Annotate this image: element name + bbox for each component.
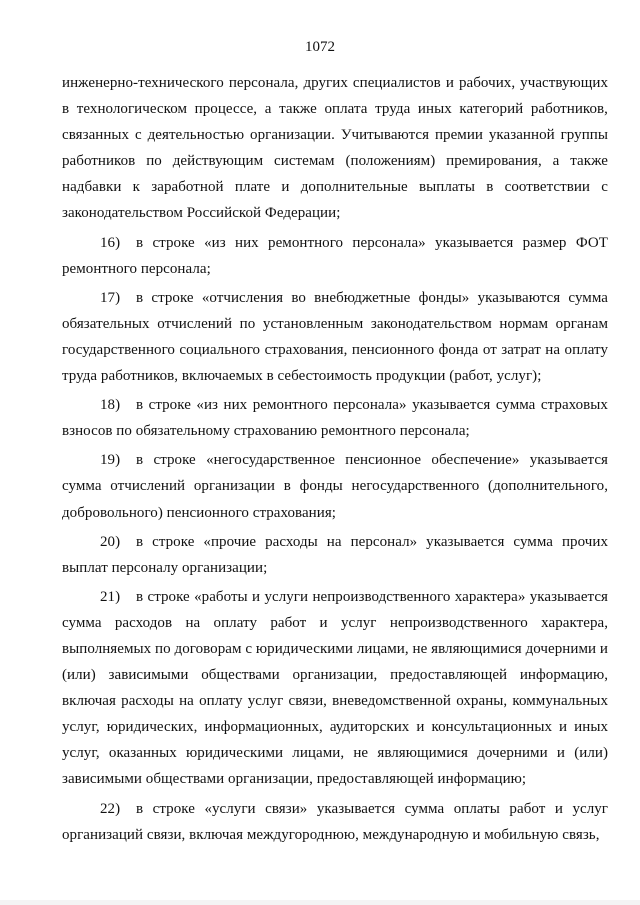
paragraph-item-17	[62, 285, 608, 389]
paragraph-text: в строке «услуги связи» указывается сумма оплаты работ и услуг организаций связи, включая междугороднюю, международную и мобильную связь,	[62, 800, 608, 843]
paragraph-continuation	[62, 70, 608, 227]
paragraph-text: в строке «прочие расходы на персонал» указывается сумма прочих выплат персоналу организации;	[62, 533, 608, 576]
paragraph-item-21	[62, 584, 608, 793]
paragraph-text: в строке «из них ремонтного персонала» указывается сумма страховых взносов по обязательному страхованию ремонтного персонала;	[62, 397, 608, 440]
item-number: 22)	[100, 800, 121, 817]
paragraph-item-20	[62, 529, 608, 581]
scan-bottom-edge	[0, 900, 640, 905]
paragraph-text: в строке «из них ремонтного персонала» указывается размер ФОТ ремонтного персонала;	[62, 234, 608, 277]
item-number: 17)	[100, 289, 121, 306]
paragraph-item-19	[62, 447, 608, 525]
item-number: 20)	[100, 533, 121, 550]
paragraph-text: инженерно-технического персонала, других специалистов и рабочих, участвующих в технологическом процессе, а также оплата труда иных категорий работников, связанных с деятельностью организации. Учитываются премии указанной группы работников по действующим системам (положениям) премирования, а также надбавки к заработной плате и дополнительные выплаты в соответствии с законодательством Российской Федерации;	[62, 75, 608, 222]
paragraph-text: в строке «работы и услуги непроизводственного характера» указывается сумма расходов на оплату работ и услуг непроизводственного характера, выполняемых по договорам с юридическими лицами, не являющимися дочерними и (или) зависимыми обществами организации, предоставляющей информацию, включая расходы на оплату услуг связи, вневедомственной охраны, коммунальных услуг, юридических, информационных, аудиторских и консультационных и иных услуг, оказанных юридическими лицами, не являющимися дочерними и (или) зависимыми обществами организации, предоставляющей информацию;	[62, 588, 608, 788]
paragraph-item-18	[62, 392, 608, 444]
item-number: 16)	[100, 234, 121, 251]
item-number: 18)	[100, 397, 121, 414]
document-body	[62, 70, 608, 848]
item-number: 21)	[100, 588, 121, 605]
paragraph-text: в строке «отчисления во внебюджетные фонды» указываются сумма обязательных отчислений по установленным законодательством нормам органам государственного социального страхования, пенсионного фонда от затрат на оплату труда работников, включаемых в себестоимость продукции (работ, услуг);	[62, 289, 608, 385]
paragraph-text: в строке «негосударственное пенсионное обеспечение» указывается сумма отчислений организации в фонды негосударственного (дополнительного, добровольного) пенсионного страхования;	[62, 452, 608, 521]
item-number: 19)	[100, 452, 121, 469]
paragraph-item-22	[62, 796, 608, 848]
page-number: 1072	[305, 39, 335, 55]
paragraph-item-16	[62, 230, 608, 282]
